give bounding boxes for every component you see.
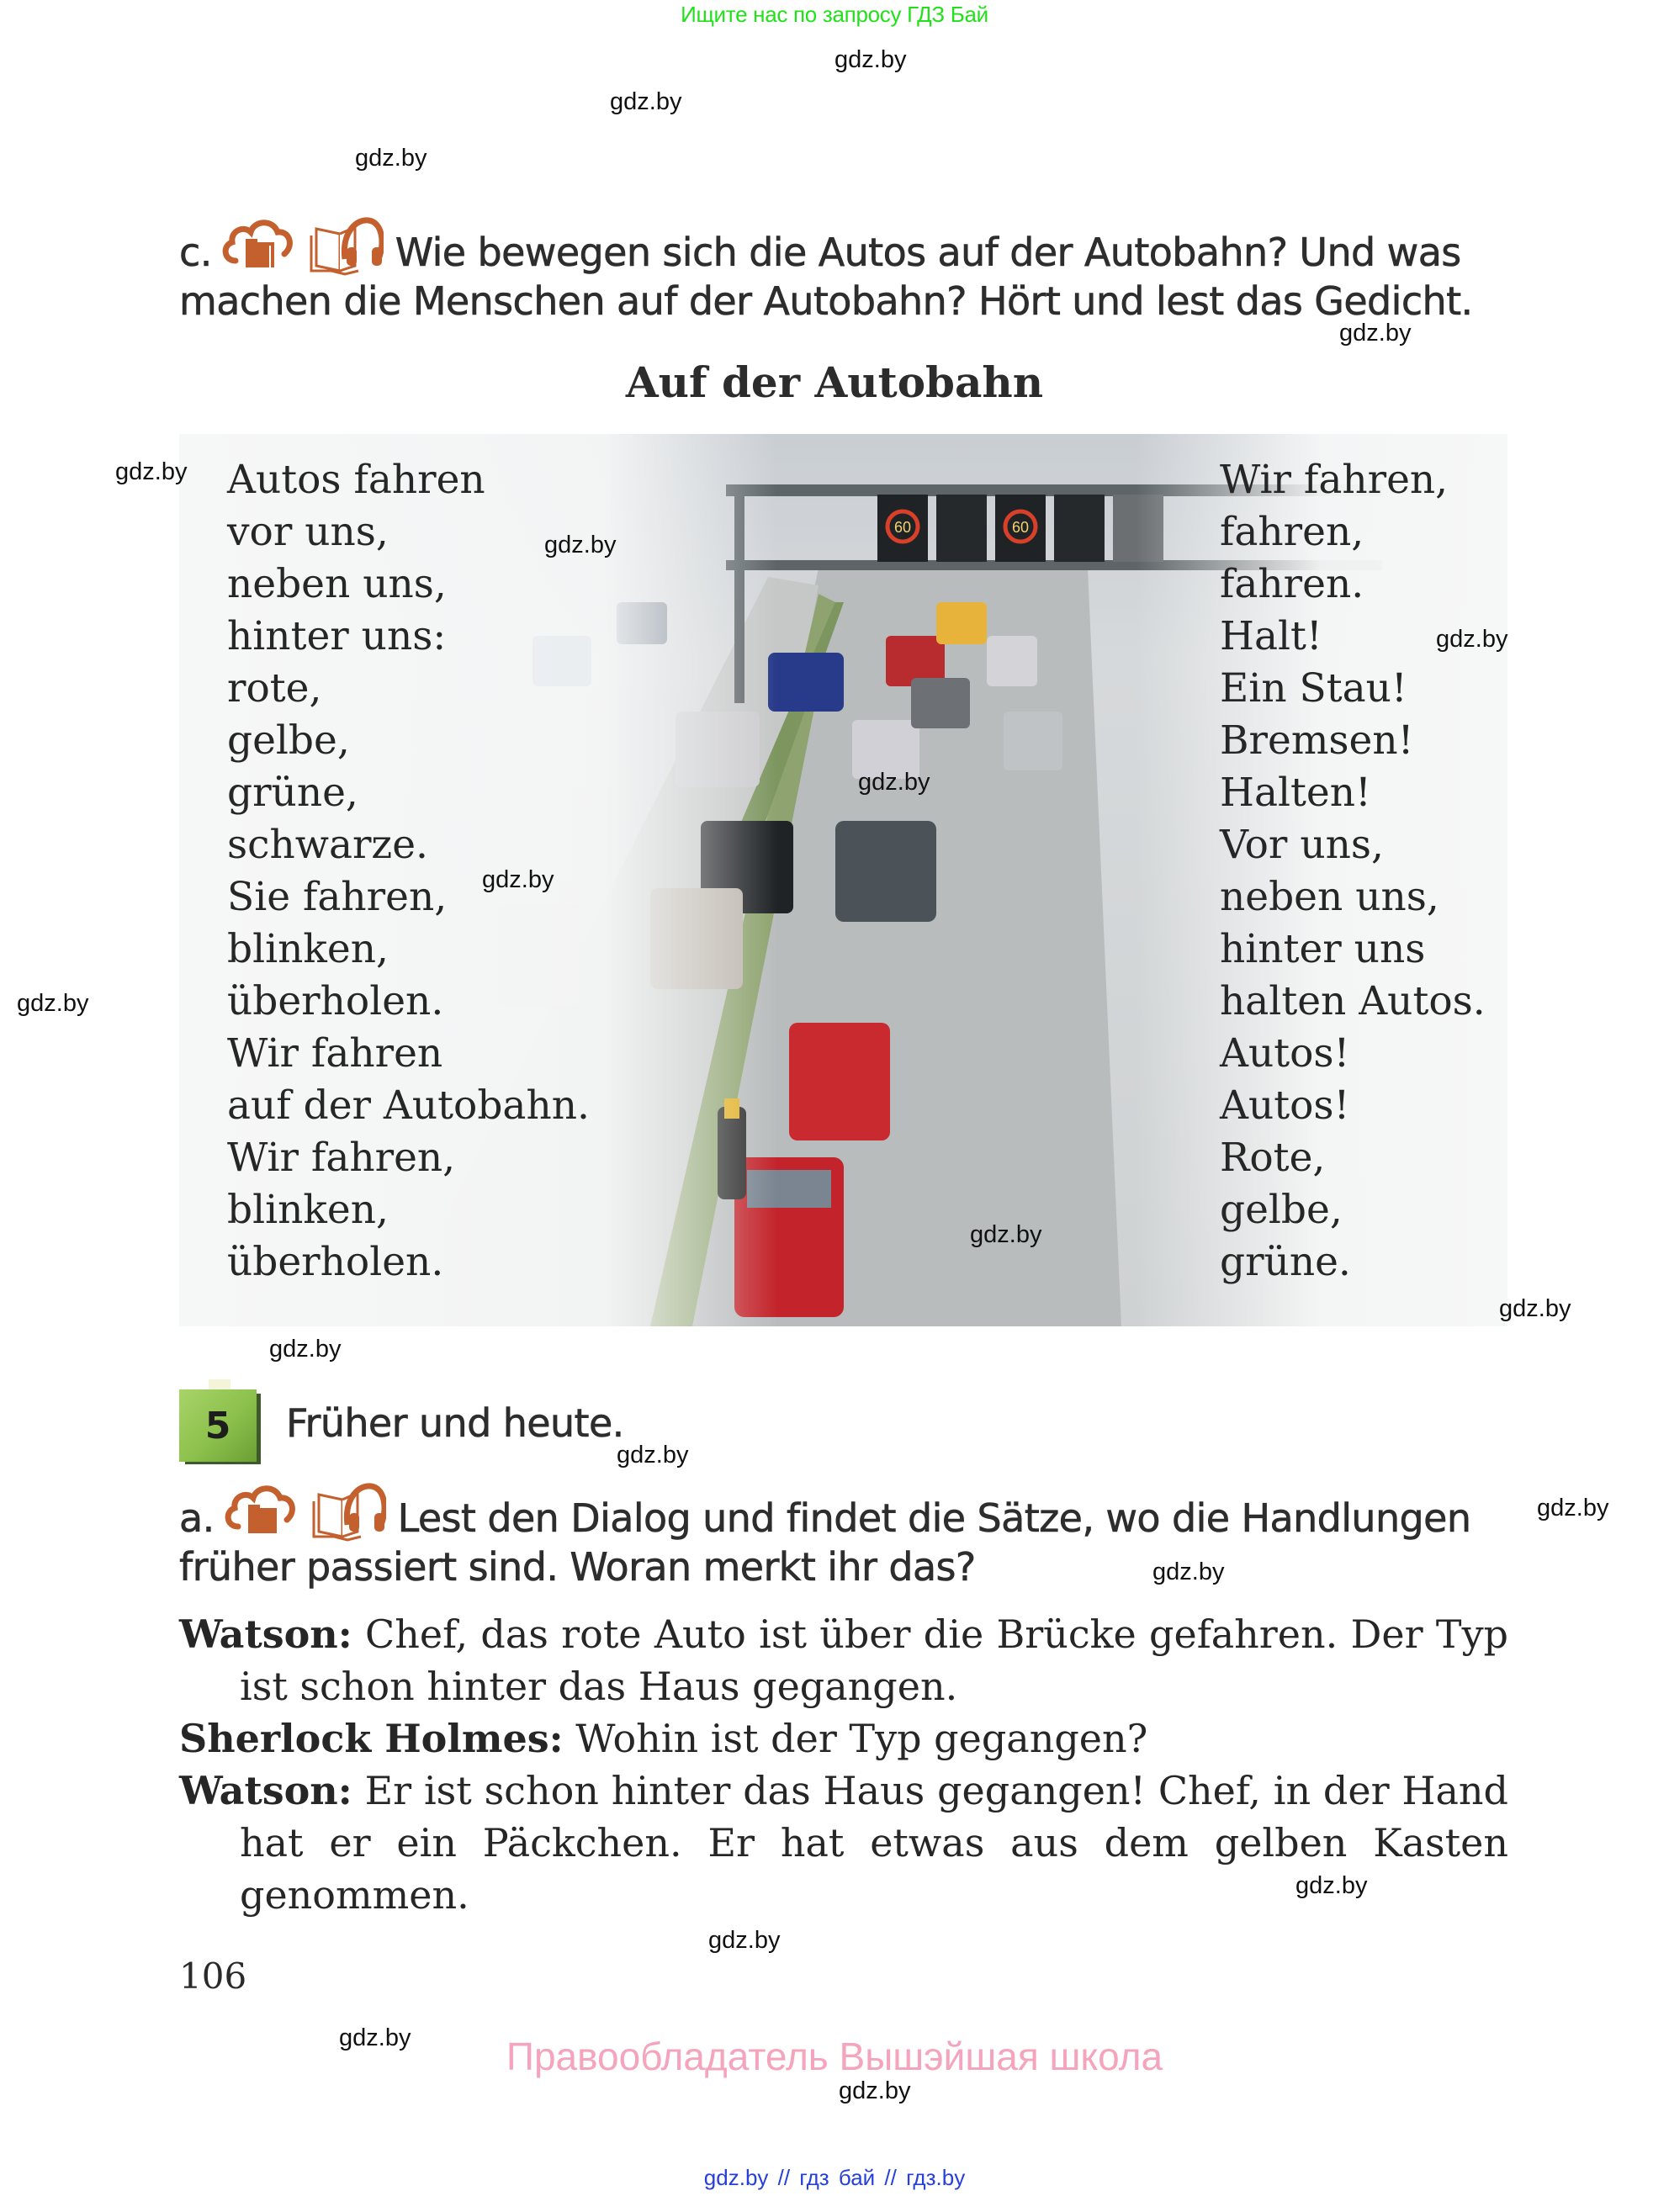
watermark: gdz.by	[544, 532, 617, 558]
page-number: 106	[179, 1955, 247, 1997]
watermark: gdz.by	[115, 458, 188, 485]
task-a-line2: früher passiert sind. Woran merkt ihr das?	[179, 1544, 976, 1590]
poem-line: grüne,	[227, 770, 358, 816]
poem-title: Auf der Autobahn	[625, 357, 1044, 407]
watermark: gdz.by	[1295, 1872, 1368, 1899]
exercise-title: Früher und heute.	[286, 1400, 624, 1446]
watermark: gdz.by	[858, 769, 930, 796]
watermark: gdz.by	[970, 1221, 1042, 1248]
poem-line: rote,	[227, 665, 322, 712]
poem-line: auf der Autobahn.	[227, 1082, 590, 1129]
speaker: Watson:	[179, 1768, 352, 1813]
task-a-line1: Lest den Dialog und findet die Sätze, wo die Handlungen	[397, 1495, 1471, 1541]
watermark: gdz.by	[1436, 626, 1508, 653]
poem-line: neben uns,	[227, 561, 447, 607]
cloud-folder-icon	[220, 217, 294, 269]
watermark: gdz.by	[269, 1336, 342, 1363]
poem-line: Halten!	[1220, 770, 1371, 816]
top-banner[interactable]: Ищите нас по запросу ГДЗ Бай	[681, 2, 988, 27]
poem-line: Bremsen!	[1220, 717, 1414, 764]
copyright-notice: Правообладатель Вышэйшая школа	[506, 2035, 1163, 2078]
poem-line: fahren.	[1220, 561, 1364, 607]
dialog-text: Wohin ist der Typ gegangen?	[575, 1716, 1148, 1761]
poem-line: hinter uns	[1220, 926, 1426, 972]
poem-line: Sie fahren,	[227, 874, 448, 920]
task-c-line2: machen die Menschen auf der Autobahn? Hört und lest das Gedicht.	[179, 278, 1473, 324]
poem-line: überholen.	[227, 978, 444, 1024]
task-a-instruction	[179, 1483, 1542, 1591]
watermark: gdz.by	[355, 145, 427, 172]
task-c-instruction	[179, 217, 1525, 325]
exercise-number-badge: 5	[179, 1389, 257, 1462]
footer-links[interactable]: gdz.by // гдз бай // гдз.by	[703, 2165, 966, 2190]
poem-line: gelbe,	[1220, 1187, 1343, 1233]
poem-line: blinken,	[227, 926, 389, 972]
poem-line: grüne.	[1220, 1239, 1351, 1285]
poem-line: Wir fahren,	[1220, 457, 1449, 503]
watermark: gdz.by	[617, 1442, 689, 1468]
dialog-text: Er ist schon hinter das Haus gegangen! Chef, in der Hand hat er ein Päckchen. Er hat etwas aus dem gelben Kasten genommen.	[240, 1768, 1508, 1918]
watermark: gdz.by	[1152, 1558, 1225, 1585]
speaker: Watson:	[179, 1611, 352, 1657]
watermark: gdz.by	[839, 2077, 911, 2104]
watermark: gdz.by	[1499, 1295, 1571, 1322]
task-c-line1: Wie bewegen sich die Autos auf der Autobahn? Und was	[395, 230, 1461, 275]
watermark: gdz.by	[610, 88, 682, 115]
poem-line: schwarze.	[227, 822, 428, 868]
poem-line: Wir fahren	[227, 1030, 443, 1077]
watermark: gdz.by	[339, 2024, 411, 2051]
book-headphones-icon	[306, 217, 384, 276]
watermark: gdz.by	[1339, 320, 1412, 347]
poem-line: fahren,	[1220, 509, 1364, 555]
watermark: gdz.by	[708, 1927, 781, 1954]
poem-line: hinter uns:	[227, 613, 447, 659]
poem-line: halten Autos.	[1220, 978, 1486, 1024]
task-label: c.	[179, 230, 212, 275]
poem-line: Autos fahren	[227, 457, 485, 503]
dialog-line	[179, 1608, 1508, 1712]
dialog-text: Chef, das rote Auto ist über die Brücke gefahren. Der Typ ist schon hinter das Haus gegangen.	[240, 1611, 1509, 1709]
dialog-line	[179, 1712, 1508, 1765]
poem-line: blinken,	[227, 1187, 389, 1233]
poem-line: neben uns,	[1220, 874, 1439, 920]
poem-line: Autos!	[1220, 1082, 1350, 1129]
poem-line: vor uns,	[227, 509, 389, 555]
speaker: Sherlock Holmes:	[179, 1716, 564, 1761]
watermark: gdz.by	[482, 866, 554, 893]
cloud-folder-icon	[223, 1483, 297, 1535]
poem-line: Vor uns,	[1220, 822, 1384, 868]
book-headphones-icon	[309, 1483, 386, 1542]
autobahn-photo	[179, 434, 1507, 1326]
poem-line: Wir fahren,	[227, 1135, 456, 1181]
poem-line: Rote,	[1220, 1135, 1326, 1181]
watermark: gdz.by	[1537, 1495, 1609, 1521]
poem-line: Ein Stau!	[1220, 665, 1407, 712]
task-label: a.	[179, 1495, 215, 1541]
poem-right-column	[1220, 454, 1486, 1289]
poem-line: Autos!	[1220, 1030, 1350, 1077]
poem-line: gelbe,	[227, 717, 350, 764]
poem-line: Halt!	[1220, 613, 1322, 659]
watermark: gdz.by	[834, 46, 907, 73]
poem-line: überholen.	[227, 1239, 444, 1285]
watermark: gdz.by	[17, 990, 89, 1017]
